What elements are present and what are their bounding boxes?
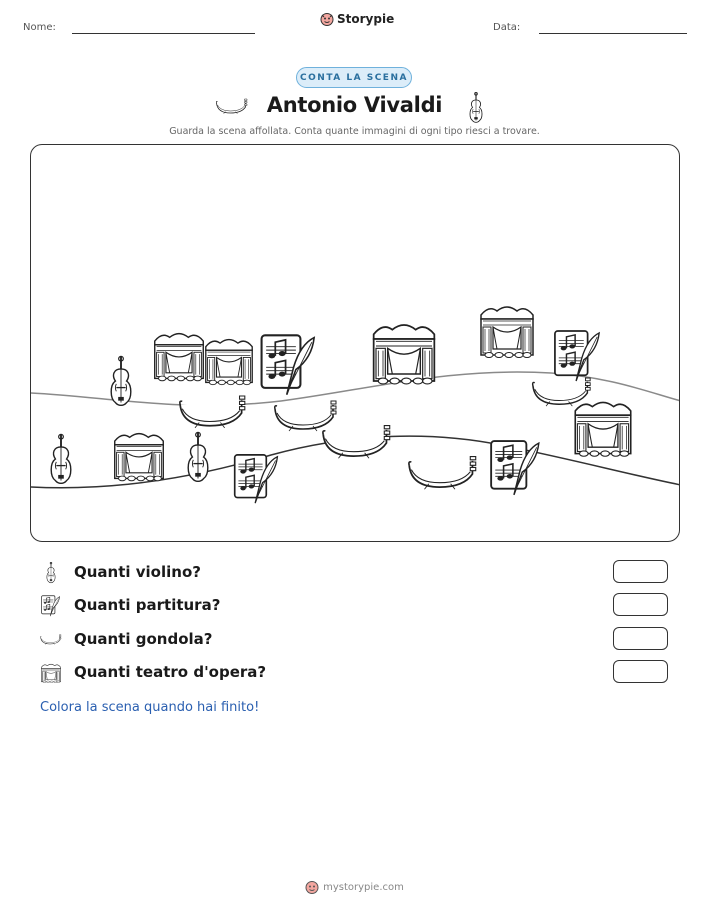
violin-icon — [466, 92, 486, 124]
answer-box-gondola[interactable] — [613, 627, 668, 650]
violin-icon — [111, 356, 131, 405]
name-line[interactable] — [72, 33, 255, 34]
name-label: Nome: — [23, 22, 56, 33]
question-text: Quanti partitura? — [74, 596, 221, 614]
violin-icon — [188, 432, 208, 481]
question-violin — [40, 560, 670, 586]
opera-house-icon — [206, 340, 252, 385]
category-badge: CONTA LA SCENA — [296, 67, 412, 88]
question-opera-house — [40, 660, 670, 686]
sheet-music-icon — [235, 455, 278, 503]
sheet-music-icon — [40, 595, 62, 617]
sheet-music-icon — [555, 331, 599, 381]
brand-name: Storypie — [337, 12, 395, 26]
opera-house-icon — [481, 307, 533, 358]
gondola-icon — [409, 457, 476, 490]
date-label: Data: — [493, 22, 521, 33]
violin-icon — [40, 562, 62, 584]
date-line[interactable] — [539, 33, 687, 34]
opera-house-icon — [115, 434, 164, 481]
coloring-note: Colora la scena quando hai finito! — [40, 700, 260, 715]
gondola-icon — [533, 378, 591, 406]
opera-house-icon — [155, 334, 204, 381]
opera-house-icon — [575, 402, 630, 456]
opera-house-icon — [374, 325, 435, 384]
answer-box-opera-house[interactable] — [613, 660, 668, 683]
gondola-icon — [180, 396, 245, 428]
gondola-icon — [40, 629, 62, 651]
sheet-music-icon — [491, 441, 539, 495]
question-text: Quanti gondola? — [74, 630, 213, 648]
instructions: Guarda la scena affollata. Conta quante immagini di ogni tipo riesci a trovare. — [169, 126, 540, 137]
storypie-logo-icon — [305, 880, 319, 894]
storypie-logo-icon — [320, 12, 334, 26]
question-text: Quanti violino? — [74, 563, 201, 581]
question-sheet-music — [40, 593, 670, 619]
opera-house-icon — [40, 662, 62, 684]
answer-box-sheet-music[interactable] — [613, 593, 668, 616]
gondola-icon — [323, 426, 390, 459]
answer-box-violin[interactable] — [613, 560, 668, 583]
violin-icon — [51, 434, 71, 483]
site-url[interactable]: mystorypie.com — [323, 881, 404, 893]
crowded-scene — [30, 144, 680, 542]
question-gondola — [40, 627, 670, 653]
gondola-icon — [275, 401, 336, 431]
question-text: Quanti teatro d'opera? — [74, 663, 267, 681]
site-footer — [0, 880, 709, 894]
page-title: Antonio Vivaldi — [266, 93, 443, 117]
sheet-music-icon — [262, 335, 315, 394]
brand — [320, 12, 394, 26]
